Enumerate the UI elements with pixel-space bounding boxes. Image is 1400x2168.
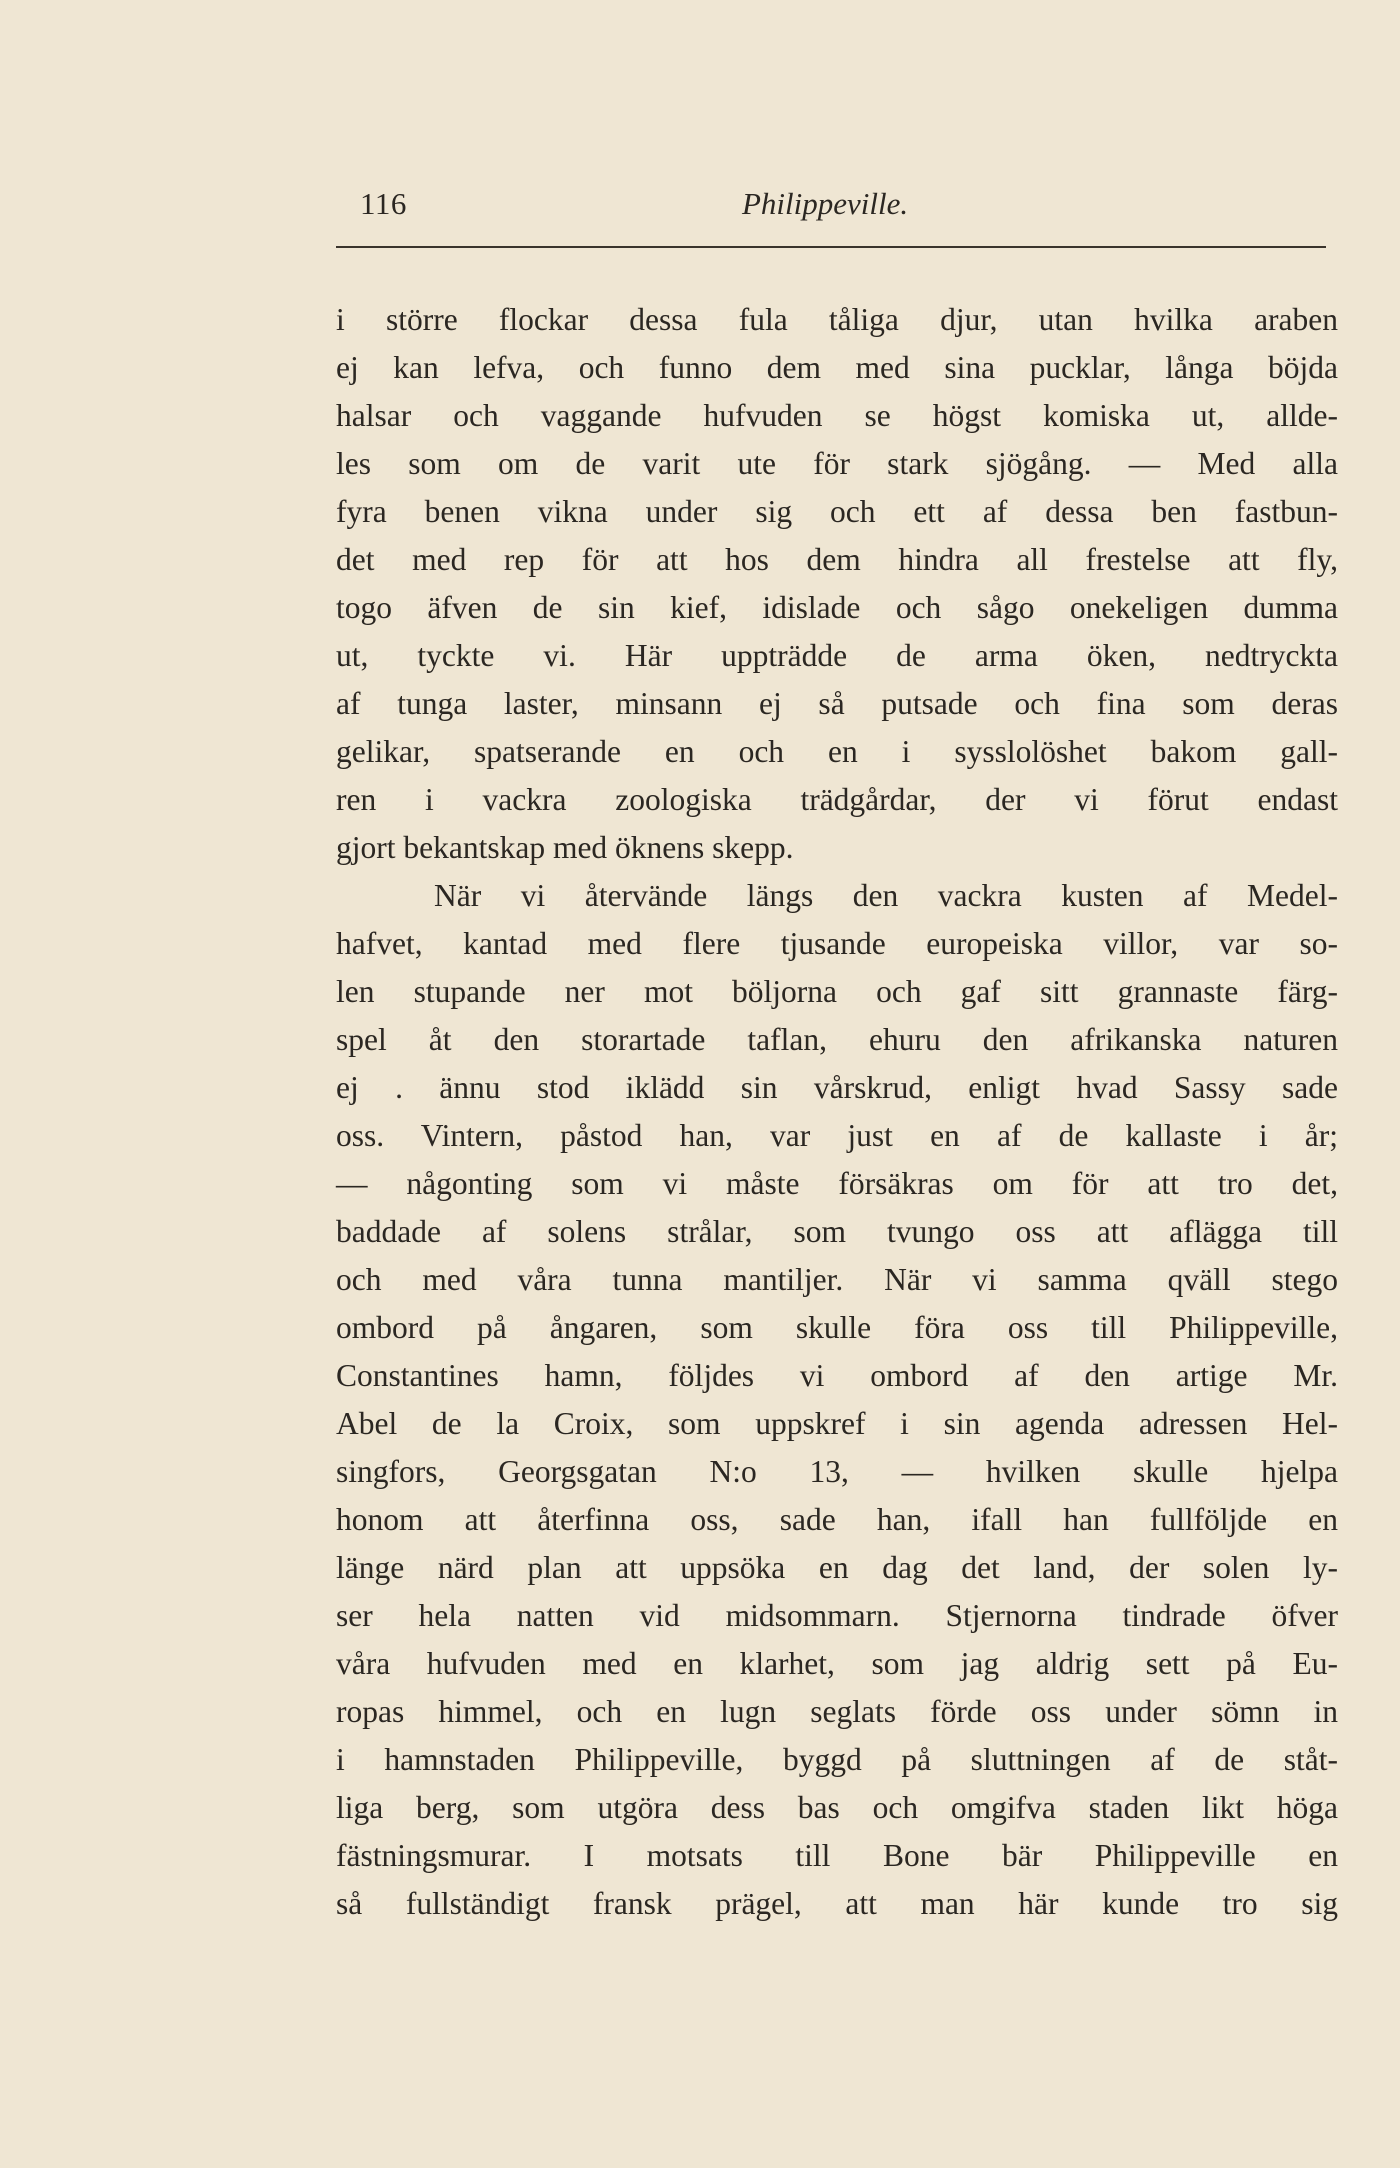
page-header [336,186,1326,230]
text-line: När vi återvände längs den vackra kusten af Medel- [434,878,1338,913]
text-line: ej . ännu stod iklädd sin vårskrud, enligt hvad Sassy sade [336,1070,1338,1105]
text-line: singfors, Georgsgatan N:o 13, — hvilken skulle hjelpa [336,1454,1338,1489]
text-line: gjort bekantskap med öknens skepp. [336,830,794,865]
text-line: våra hufvuden med en klarhet, som jag aldrig sett på Eu- [336,1646,1338,1681]
text-line: ren i vackra zoologiska trädgårdar, der vi förut endast [336,782,1338,817]
text-line: hafvet, kantad med flere tjusande europeiska villor, var so- [336,926,1338,961]
text-line: Abel de la Croix, som uppskref i sin agenda adressen Hel- [336,1406,1338,1441]
running-title: Philippeville. [742,186,909,221]
text-line: ser hela natten vid midsommarn. Stjernorna tindrade öfver [336,1598,1338,1633]
text-line: togo äfven de sin kief, idislade och sågo onekeligen dumma [336,590,1338,625]
text-line: af tunga laster, minsann ej så putsade och fina som deras [336,686,1338,721]
text-line: så fullständigt fransk prägel, att man här kunde tro sig [336,1886,1338,1921]
text-line: — någonting som vi måste försäkras om för att tro det, [336,1166,1338,1201]
text-line: liga berg, som utgöra dess bas och omgifva staden likt höga [336,1790,1338,1825]
text-line: gelikar, spatserande en och en i sysslolöshet bakom gall- [336,734,1338,769]
text-line: det med rep för att hos dem hindra all frestelse att fly, [336,542,1338,577]
text-line: les som om de varit ute för stark sjögång. — Med alla [336,446,1338,481]
text-line: i större flockar dessa fula tåliga djur, utan hvilka araben [336,302,1338,337]
text-line: ombord på ångaren, som skulle föra oss till Philippeville, [336,1310,1338,1345]
text-line: i hamnstaden Philippeville, byggd på sluttningen af de ståt- [336,1742,1338,1777]
header-rule [336,246,1326,248]
text-line: och med våra tunna mantiljer. När vi samma qväll stego [336,1262,1338,1297]
text-line: ej kan lefva, och funno dem med sina pucklar, långa böjda [336,350,1338,385]
text-line: halsar och vaggande hufvuden se högst komiska ut, allde- [336,398,1338,433]
page-number: 116 [360,186,407,221]
text-line: spel åt den storartade taflan, ehuru den afrikanska naturen [336,1022,1338,1057]
text-line: länge närd plan att uppsöka en dag det land, der solen ly- [336,1550,1338,1585]
text-line: Constantines hamn, följdes vi ombord af den artige Mr. [336,1358,1338,1393]
body-text [336,296,1338,1928]
text-line: honom att återfinna oss, sade han, ifall han fullföljde en [336,1502,1338,1537]
text-line: ut, tyckte vi. Här uppträdde de arma öken, nedtryckta [336,638,1338,673]
text-line: baddade af solens strålar, som tvungo oss att aflägga till [336,1214,1338,1249]
text-line: ropas himmel, och en lugn seglats förde oss under sömn in [336,1694,1338,1729]
text-line: fyra benen vikna under sig och ett af dessa ben fastbun- [336,494,1338,529]
text-line: len stupande ner mot böljorna och gaf sitt grannaste färg- [336,974,1338,1009]
text-line: oss. Vintern, påstod han, var just en af de kallaste i år; [336,1118,1338,1153]
text-line: fästningsmurar. I motsats till Bone bär Philippeville en [336,1838,1338,1873]
